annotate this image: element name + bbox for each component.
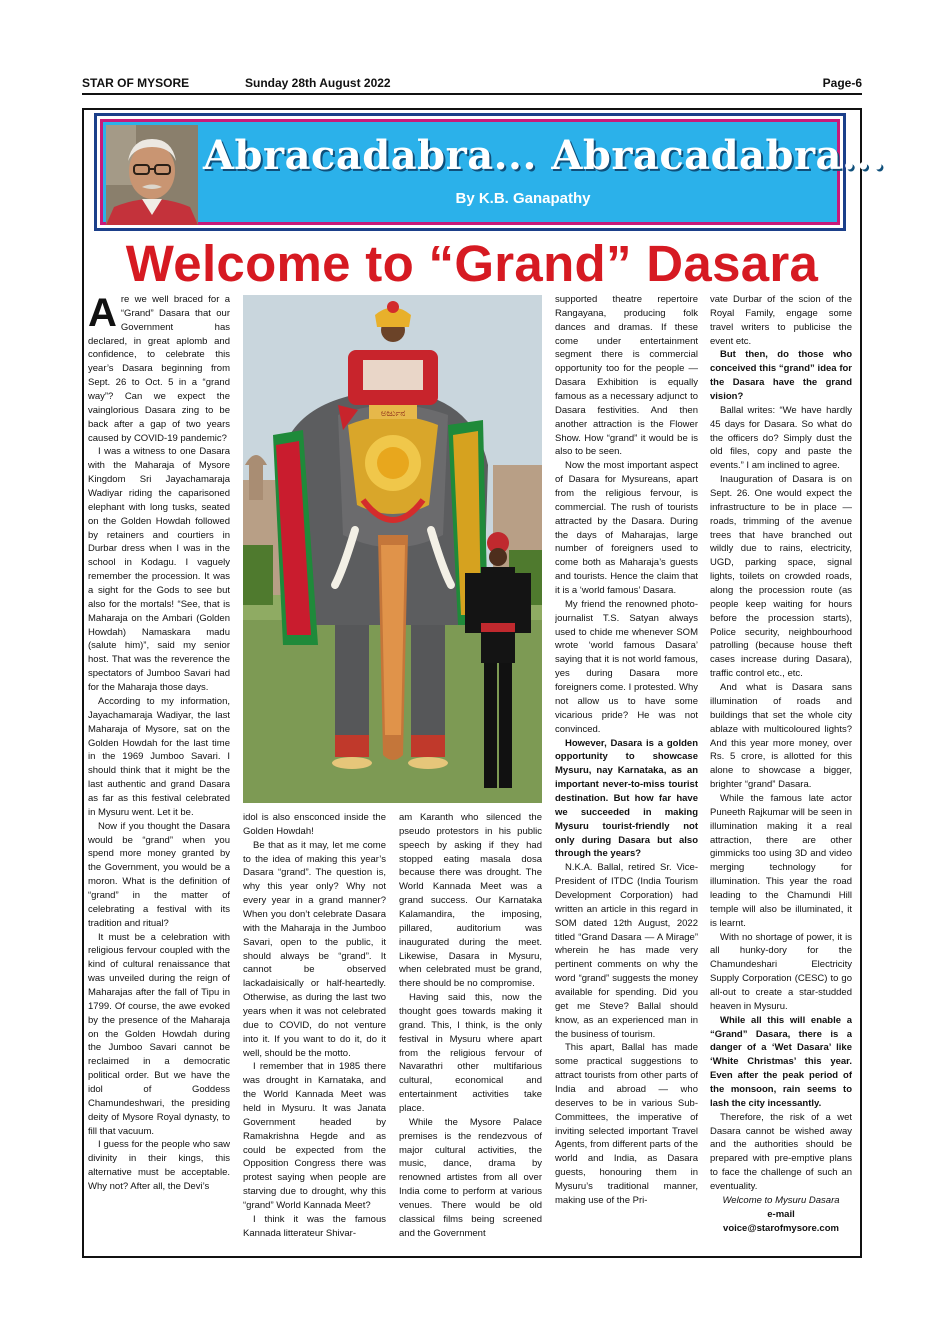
article-paragraph: I think it was the famous Kannada litterateur Shivar- bbox=[243, 1213, 386, 1239]
header-rule bbox=[82, 93, 862, 95]
emphasis-paragraph: But then, do those who conceived this “grand” idea for the Dasara have the grand vision? bbox=[710, 349, 852, 403]
article-paragraph: And what is Dasara sans illumination of roads and buildings that set the whole city ablaze with multicoloured lights? And this year more money, over Rs. 5 crore, is allotted for this alone to showcase a bigger, brighter “grand” Dasara. bbox=[710, 682, 852, 791]
publication-name: STAR OF MYSORE bbox=[82, 76, 190, 90]
email-label: e-mail bbox=[767, 1208, 795, 1220]
author-portrait bbox=[106, 125, 198, 225]
article-paragraph: This apart, Ballal has made some practical suggestions to attract tourists from other parts of India and abroad — who deserves to be in various Sub-Committees, the imperative of inviting selected important Travel Agents, from different parts of the world and India, as Dasara guests, honouring them in Mysuru’s traditional manner, making use of the Pri- bbox=[555, 1042, 698, 1206]
column-banner bbox=[94, 113, 886, 231]
article-paragraph: I was a witness to one Dasara with the Maharaja of Mysore Kingdom Sri Jayachamaraja Wadiyar riding the caparisoned elephant with long tusks, seated on the Golden Howdah followed by retainers and courtiers in Durbar dress when I was in the school in Kodagu. I vaguely remember the procession. It was a sight for the Gods to see but also for the mortals! “See, that is Maharaja on the Ambari (Golden Howdah) Namaskara madu (salute him)”, said my senior host. That was the reverence the spectators of Jumboo Savari had for the Maharaja those days. bbox=[88, 446, 230, 694]
page-number: Page-6 bbox=[822, 76, 862, 90]
lead-paragraph bbox=[88, 293, 230, 445]
article-paragraph: While the Mysore Palace premises is the rendezvous of major cultural activities, the music, dance, drama by renowned artistes from all over India come to perform at various venues. There would be old classical films being screened and the Government bbox=[399, 1116, 542, 1239]
article-paragraph: N.K.A. Ballal, retired Sr. Vice-President of ITDC (India Tourism Development Corporation) had written an article in this regard in SOM dated 12th August, 2022 titled “Grand Dasara — A Mirage” wherein he has made very pertinent comments on why the word “grand” suggests the money available for spending. Did you get me Steve? Ballal should know, as an experienced man in the business of tourism. bbox=[555, 862, 698, 1040]
article-paragraph: idol is also ensconced inside the Golden Howdah! bbox=[243, 812, 386, 837]
article-column-3 bbox=[399, 811, 542, 1249]
sign-off: Welcome to Mysuru Dasara bbox=[722, 1194, 840, 1206]
article-column-4 bbox=[555, 293, 698, 1249]
column-title: Abracadabra... Abracadabra... bbox=[203, 132, 886, 179]
article-column-2 bbox=[243, 811, 386, 1249]
article-paragraph: Now if you thought the Dasara would be “grand” when you spend more money granted by the Government, you would be a moron. What is the definition of “grand” in the matter of celebrating a festival with its tradition and ritual? bbox=[88, 820, 230, 929]
article-column-5 bbox=[710, 293, 852, 1249]
article-headline: Welcome to “Grand” Dasara bbox=[125, 235, 819, 292]
emphasis-paragraph: However, Dasara is a golden opportunity to showcase Mysuru, nay Karnataka, as an important never-to-miss tourist destination. But how far have we succeeded in making Mysuru tourist-friendly not only during Dasara but also through the years? bbox=[555, 737, 698, 860]
article-paragraph: Be that as it may, let me come to the idea of making this year’s Dasara “grand”. The question is, why this year only? Why not every year in a grand manner? When you don’t celebrate Dasara with the Maharaja in the Jumboo Savari, open to the public, it should always be “grand”. It cannot be observed lackadaisically or half-heartedly. Otherwise, as during the last two years when it was not celebrated due to COVID, do not venture into it. If you want to do it, do it well, should be the motto. bbox=[243, 839, 386, 1059]
article-paragraph: My friend the renowned photo-journalist T.S. Satyan always used to chide me whenever SOM wrote ‘world famous Dasara’ saying that it is not world famous, yes during Dasara more foreigners come. I protested. Why not allow us to have some vicarious pride? He was not convinced. bbox=[555, 598, 698, 735]
article-paragraph: Therefore, the risk of a wet Dasara cannot be wished away and the authorities should be prepared with pre-emptive plans to face the challenge of such an eventuality. bbox=[710, 1111, 852, 1192]
article-paragraph: With no shortage of power, it is all hunky-dory for the Chamundeshari Electricity Supply Corporation (CESC) to go all-out to create a star-studded heaven in Mysuru. bbox=[710, 931, 852, 1012]
drop-cap: A bbox=[88, 293, 117, 335]
elephant-photo bbox=[243, 295, 542, 803]
article-paragraph: Inauguration of Dasara is on Sept. 26. One would expect the infrastructure to be in place — roads, trimming of the avenue trees that have branched out wildly due to rains, electricity, UGD, parking space, signal lights, toilets on crowded roads, along the procession route (as people keep waiting for hours before the procession starts), Police security, neighbourhood patrolling (because house theft cases increase during Dasara), traffic control etc., etc. bbox=[710, 474, 852, 680]
article-paragraph: Having said this, now the thought goes towards making it grand. This, I think, is the only festival in Mysuru where apart from the religious fervour of Navarathri other multifarious cultural, economical and entertainment activities take place. bbox=[399, 992, 542, 1115]
article-paragraph: Ballal writes: “We have hardly 45 days for Dasara. So what do the officers do? Simply dust the old files, copy and paste the events.” I am inclined to agree. bbox=[710, 404, 852, 472]
lead-text: re we well braced for a “Grand” Dasara that our Government has declared, in great aplomb and confidence, to celebrate this year’s Dasara beginning from Sept. 26 to Oct. 5 in a “grand way”? Can we expect the vainglorious Dasara zing to be back after a gap of two years caused by COVID-19 pandemic? bbox=[88, 294, 230, 444]
author-portrait-image bbox=[106, 125, 198, 225]
article-paragraph: While the famous late actor Puneeth Rajkumar will be seen in illumination making it a real attraction, there are other gimmicks too using 3D and video merging technology for illumination. This year the road leading to the Chamundi Hill temple will also be illuminated, it is learnt. bbox=[710, 792, 852, 929]
article-paragraph: Now the most important aspect of Dasara for Mysureans, apart from the religious fervour, is commercial. The rush of tourists attracted by the Dasara. During the days of Maharajas, large number of foreigners used to come both as Maharaja’s guests and tourists. Hence the claim that it is a ‘world famous’ Dasara. bbox=[555, 460, 698, 597]
article-paragraph: I remember that in 1985 there was drought in Karnataka, and the World Kannada Meet was held in Mysuru. It was Janata Government headed by Ramakrishna Hegde and as could be expected from the Opposition Congress there was protest saying when people are starving due to drought, why this “grand” World Kannada Meet? bbox=[243, 1061, 386, 1212]
howdah-label: ಅರ್ಜುನ bbox=[380, 409, 406, 419]
caparisoned-elephant-image bbox=[243, 295, 542, 803]
issue-date: Sunday 28th August 2022 bbox=[245, 76, 391, 90]
article-paragraph: supported theatre repertoire Rangayana, producing folk dances and dramas. If these come under entertainment segment there is commercial opportunity too for the people — Dasara Exhibition is equally famous as a necessary adjunct to Dasara festivities. And then another attraction is the Flower Show. How “grand” it would be is also to be seen. bbox=[555, 294, 698, 458]
page-header bbox=[82, 76, 862, 92]
article-paragraph: am Karanth who silenced the pseudo protestors in his public speech by asking if they had stopped eating masala dosa because there was drought. The World Kannada Meet was a grand success. Our Karnataka Kalamandira, the imposing, pillared, auditorium was inaugurated during the meet. Likewise, Dasara in Mysuru, when celebrated must be grand, there should be no compromise. bbox=[399, 812, 542, 990]
email-address: voice@starofmysore.com bbox=[723, 1222, 839, 1234]
article-column-1 bbox=[88, 293, 230, 1249]
article-paragraph: According to my information, Jayachamaraja Wadiyar, the last Maharaja of Mysore, sat on the Golden Howdah for the last time in the 1969 Jumboo Savari. I should think that it might be the last authentic and grand Dasara as far as this festival celebrated in Mysuru went. Let it be. bbox=[88, 695, 230, 818]
article-paragraph: It must be a celebration with religious fervour coupled with the kind of cultural renaissance that was unveiled during the reign of Maharajas after the fall of Tipu in 1799. Of course, the awe evoked by the presence of the Maharaja on the Golden Howdah during the Jumboo Savari cannot be reclaimed in a democratic political order. But we have the idol of Goddess Chamundeshwari, the presiding deity of Mysore Royal dynasty, to fill that vacuum. bbox=[88, 931, 230, 1137]
article-paragraph: I guess for the people who saw divinity in their kings, this alternative must be acceptable. Why not? After all, the Devi’s bbox=[88, 1139, 230, 1192]
emphasis-paragraph: While all this will enable a “Grand” Dasara, there is a danger of a ‘Wet Dasara’ like ‘White Christmas’ this year. Even after the peak period of the monsoon, rain seems to lash the city incessantly. bbox=[710, 1014, 852, 1109]
banner-panel bbox=[100, 119, 886, 225]
article-paragraph: vate Durbar of the scion of the Royal Family, engage some travel writers to publicise the event etc. bbox=[710, 294, 852, 347]
author-byline: By K.B. Ganapathy bbox=[455, 190, 591, 207]
